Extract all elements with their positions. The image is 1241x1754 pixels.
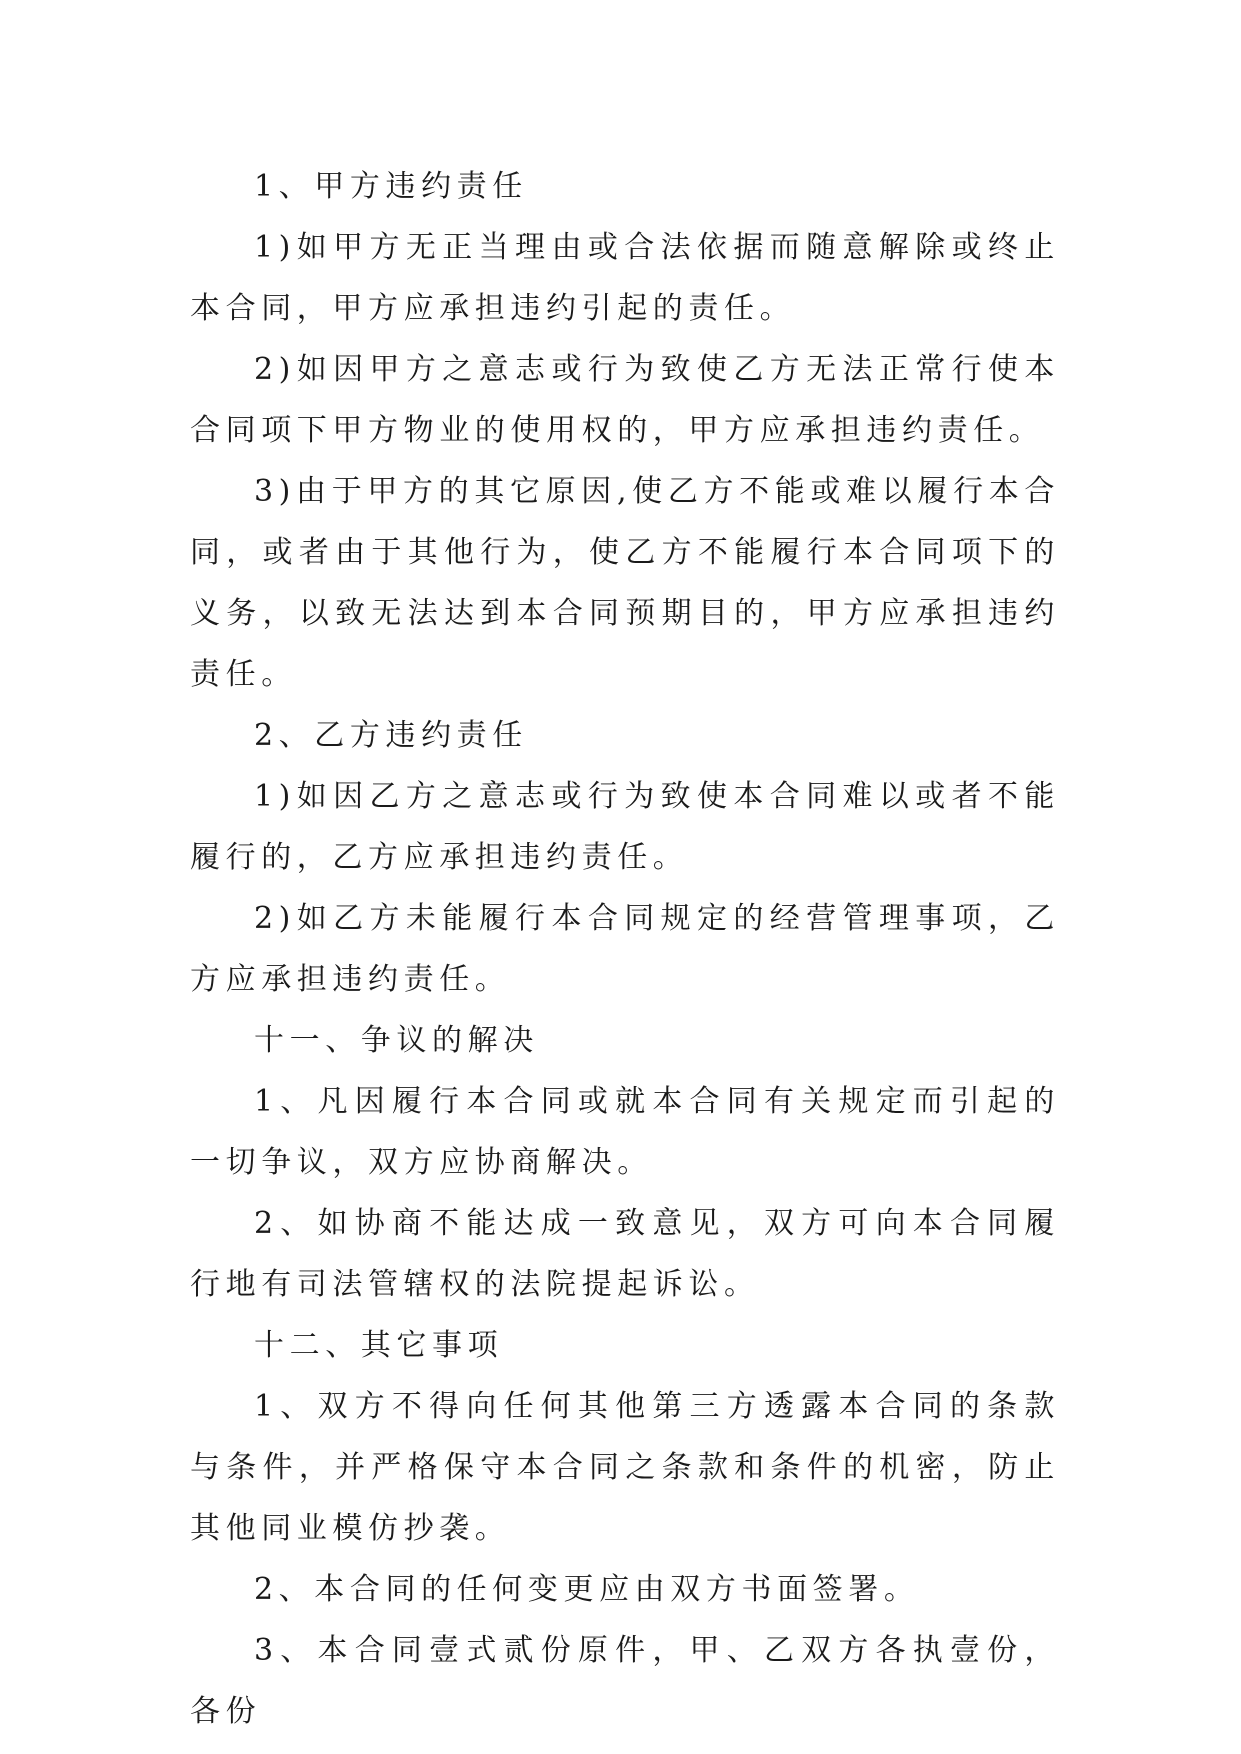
- paragraph: 3、本合同壹式贰份原件，甲、乙双方各执壹份，各份: [190, 1633, 1060, 1729]
- paragraph: 3)由于甲方的其它原因,使乙方不能或难以履行本合同，或者由于其他行为，使乙方不能履行本合同项下的义务，以致无法达到本合同预期目的，甲方应承担违约责任。: [190, 474, 1060, 692]
- paragraph: 2、本合同的任何变更应由双方书面签署。: [254, 1572, 920, 1607]
- paragraph: 2)如因甲方之意志或行为致使乙方无法正常行使本合同项下甲方物业的使用权的，甲方应承担违约责任。: [190, 352, 1060, 448]
- section-heading-party-b-liability: 2、乙方违约责任: [254, 718, 528, 753]
- document-body: [190, 156, 1060, 1742]
- paragraph: 1)如甲方无正当理由或合法依据而随意解除或终止本合同，甲方应承担违约引起的责任。: [190, 230, 1060, 326]
- section-heading-dispute-resolution: 十一、争议的解决: [254, 1023, 539, 1058]
- paragraph: 1)如因乙方之意志或行为致使本合同难以或者不能履行的，乙方应承担违约责任。: [190, 779, 1060, 875]
- paragraph: 2、如协商不能达成一致意见，双方可向本合同履行地有司法管辖权的法院提起诉讼。: [190, 1206, 1060, 1302]
- section-heading-party-a-liability: 1、甲方违约责任: [254, 169, 528, 204]
- paragraph: 1、凡因履行本合同或就本合同有关规定而引起的一切争议，双方应协商解决。: [190, 1084, 1060, 1180]
- paragraph: 1、双方不得向任何其他第三方透露本合同的条款与条件，并严格保守本合同之条款和条件的机密，防止其他同业模仿抄袭。: [190, 1389, 1060, 1546]
- section-heading-other-matters: 十二、其它事项: [254, 1328, 504, 1363]
- paragraph: 2)如乙方未能履行本合同规定的经营管理事项，乙方应承担违约责任。: [190, 901, 1060, 997]
